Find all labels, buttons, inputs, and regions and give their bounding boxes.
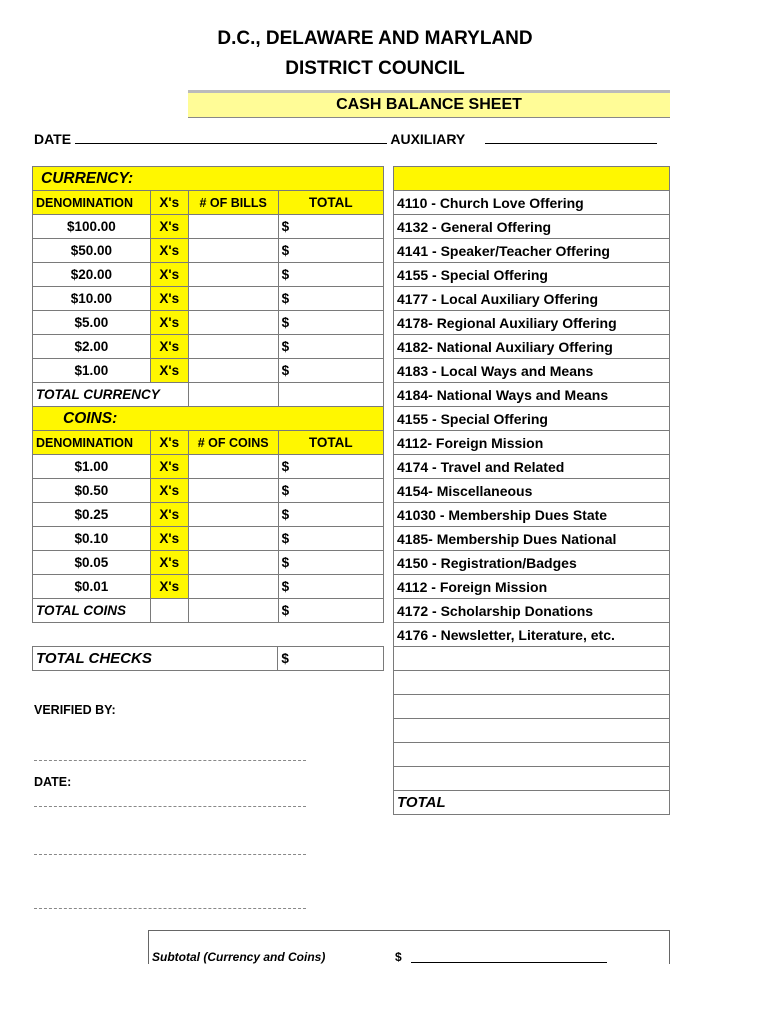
currency-count-input[interactable] — [188, 311, 278, 335]
date-label: DATE — [34, 131, 72, 147]
coins-row — [33, 503, 384, 527]
account-row — [394, 407, 670, 431]
total-checks-value[interactable]: $ — [278, 647, 384, 671]
account-label: 4172 - Scholarship Donations — [394, 599, 670, 623]
account-label: 4178- Regional Auxiliary Offering — [394, 311, 670, 335]
account-label: 4184- National Ways and Means — [394, 383, 670, 407]
coins-total-input[interactable]: $ — [278, 503, 383, 527]
account-row — [394, 551, 670, 575]
coins-total-input[interactable]: $ — [278, 527, 383, 551]
account-row — [394, 599, 670, 623]
account-blank-row — [394, 719, 670, 743]
account-blank-cell[interactable] — [394, 695, 670, 719]
account-label: 4112 - Foreign Mission — [394, 575, 670, 599]
currency-total-input[interactable]: $ — [278, 215, 383, 239]
currency-xs: X's — [150, 239, 188, 263]
account-row — [394, 503, 670, 527]
currency-denomination: $50.00 — [33, 239, 151, 263]
coins-count-input[interactable] — [188, 527, 278, 551]
account-label: 4177 - Local Auxiliary Offering — [394, 287, 670, 311]
accounts-header-bar — [394, 167, 670, 191]
title-line2: DISTRICT COUNCIL — [285, 58, 465, 79]
checks-table — [32, 646, 384, 671]
coins-row — [33, 527, 384, 551]
currency-denomination: $1.00 — [33, 359, 151, 383]
currency-total-input[interactable]: $ — [278, 311, 383, 335]
account-label: 4141 - Speaker/Teacher Offering — [394, 239, 670, 263]
coins-xs: X's — [150, 551, 188, 575]
account-label: 4112- Foreign Mission — [394, 431, 670, 455]
currency-row — [33, 215, 384, 239]
total-coins-xs — [150, 599, 188, 623]
currency-count-input[interactable] — [188, 359, 278, 383]
total-coins-value[interactable]: $ — [278, 599, 383, 623]
account-blank-cell[interactable] — [394, 647, 670, 671]
account-blank-cell[interactable] — [394, 671, 670, 695]
coins-denomination: $0.50 — [33, 479, 151, 503]
coins-count-input[interactable] — [188, 455, 278, 479]
date-row — [34, 131, 657, 147]
currency-row — [33, 359, 384, 383]
account-blank-row — [394, 695, 670, 719]
coins-total-input[interactable]: $ — [278, 575, 383, 599]
account-row — [394, 383, 670, 407]
account-row — [394, 431, 670, 455]
account-row — [394, 311, 670, 335]
currency-col-total: TOTAL — [278, 191, 383, 215]
date-signature-line[interactable] — [34, 806, 306, 807]
currency-col-denomination: DENOMINATION — [33, 191, 151, 215]
currency-denomination: $20.00 — [33, 263, 151, 287]
coins-denomination: $0.10 — [33, 527, 151, 551]
coins-count-input[interactable] — [188, 551, 278, 575]
account-blank-row — [394, 647, 670, 671]
currency-xs: X's — [150, 287, 188, 311]
currency-denomination: $5.00 — [33, 311, 151, 335]
currency-xs: X's — [150, 311, 188, 335]
coins-xs: X's — [150, 479, 188, 503]
signature-line-3[interactable] — [34, 854, 306, 855]
account-row — [394, 263, 670, 287]
currency-col-xs: X's — [150, 191, 188, 215]
subtotal-label: Subtotal (Currency and Coins) — [152, 950, 326, 964]
coins-row — [33, 455, 384, 479]
coins-row — [33, 575, 384, 599]
currency-count-input[interactable] — [188, 215, 278, 239]
coins-xs: X's — [150, 455, 188, 479]
title-line1: D.C., DELAWARE AND MARYLAND — [217, 28, 533, 49]
total-currency-label: TOTAL CURRENCY — [33, 383, 189, 407]
account-label: 4183 - Local Ways and Means — [394, 359, 670, 383]
coins-section-label: COINS: — [33, 407, 384, 431]
coins-denomination: $0.25 — [33, 503, 151, 527]
account-row — [394, 455, 670, 479]
currency-row — [33, 287, 384, 311]
sheet-title: CASH BALANCE SHEET — [188, 90, 670, 118]
currency-count-input[interactable] — [188, 239, 278, 263]
currency-row — [33, 239, 384, 263]
account-label: 4110 - Church Love Offering — [394, 191, 670, 215]
account-row — [394, 335, 670, 359]
account-row — [394, 527, 670, 551]
coins-xs: X's — [150, 503, 188, 527]
currency-section-label: CURRENCY: — [33, 167, 384, 191]
coins-total-input[interactable]: $ — [278, 455, 383, 479]
total-coins-count[interactable] — [188, 599, 278, 623]
account-row — [394, 623, 670, 647]
currency-total-input[interactable]: $ — [278, 359, 383, 383]
account-label: 4185- Membership Dues National — [394, 527, 670, 551]
account-blank-row — [394, 767, 670, 791]
coins-col-xs: X's — [150, 431, 188, 455]
accounts-total-label: TOTAL — [394, 791, 670, 815]
account-blank-row — [394, 671, 670, 695]
auxiliary-line[interactable] — [485, 132, 657, 144]
total-coins-label: TOTAL COINS — [33, 599, 151, 623]
account-label: 41030 - Membership Dues State — [394, 503, 670, 527]
accounts-table — [393, 166, 670, 815]
currency-total-input[interactable]: $ — [278, 239, 383, 263]
coins-denomination: $0.01 — [33, 575, 151, 599]
coins-xs: X's — [150, 527, 188, 551]
account-label: 4176 - Newsletter, Literature, etc. — [394, 623, 670, 647]
date-signature-label: DATE: — [34, 775, 72, 789]
currency-row — [33, 311, 384, 335]
account-label: 4182- National Auxiliary Offering — [394, 335, 670, 359]
coins-count-input[interactable] — [188, 479, 278, 503]
signature-line-4[interactable] — [34, 908, 306, 909]
cash-table — [32, 166, 384, 623]
account-label: 4155 - Special Offering — [394, 263, 670, 287]
coins-row — [33, 551, 384, 575]
account-label: 4154- Miscellaneous — [394, 479, 670, 503]
coins-col-total: TOTAL — [278, 431, 383, 455]
account-row — [394, 215, 670, 239]
coins-total-input[interactable]: $ — [278, 479, 383, 503]
currency-row — [33, 263, 384, 287]
total-currency-value[interactable] — [278, 383, 383, 407]
account-row — [394, 479, 670, 503]
currency-total-input[interactable]: $ — [278, 287, 383, 311]
account-blank-cell[interactable] — [394, 743, 670, 767]
verified-by-line[interactable] — [34, 760, 306, 761]
account-row — [394, 575, 670, 599]
account-row — [394, 359, 670, 383]
coins-xs: X's — [150, 575, 188, 599]
currency-xs: X's — [150, 335, 188, 359]
currency-xs: X's — [150, 215, 188, 239]
currency-count-input[interactable] — [188, 287, 278, 311]
coins-col-coins: # OF COINS — [188, 431, 278, 455]
coins-count-input[interactable] — [188, 503, 278, 527]
coins-col-denomination: DENOMINATION — [33, 431, 151, 455]
coins-count-input[interactable] — [188, 575, 278, 599]
verified-by-label: VERIFIED BY: — [34, 703, 116, 717]
account-label: 4155 - Special Offering — [394, 407, 670, 431]
currency-total-input[interactable]: $ — [278, 263, 383, 287]
coins-total-input[interactable]: $ — [278, 551, 383, 575]
date-line[interactable] — [75, 132, 387, 144]
currency-denomination: $10.00 — [33, 287, 151, 311]
currency-total-input[interactable]: $ — [278, 335, 383, 359]
currency-row — [33, 335, 384, 359]
account-blank-row — [394, 743, 670, 767]
currency-xs: X's — [150, 263, 188, 287]
currency-count-input[interactable] — [188, 335, 278, 359]
coins-row — [33, 479, 384, 503]
auxiliary-label: AUXILIARY — [390, 131, 466, 147]
currency-denomination: $100.00 — [33, 215, 151, 239]
subtotal-dollar: $ — [395, 950, 402, 964]
account-row — [394, 191, 670, 215]
total-currency-count[interactable] — [188, 383, 278, 407]
account-label: 4132 - General Offering — [394, 215, 670, 239]
account-label: 4150 - Registration/Badges — [394, 551, 670, 575]
account-label: 4174 - Travel and Related — [394, 455, 670, 479]
subtotal-line[interactable] — [411, 949, 607, 963]
coins-denomination: $0.05 — [33, 551, 151, 575]
account-row — [394, 287, 670, 311]
currency-col-bills: # OF BILLS — [188, 191, 278, 215]
total-checks-label: TOTAL CHECKS — [33, 647, 278, 671]
currency-denomination: $2.00 — [33, 335, 151, 359]
subtotal-box — [148, 930, 670, 964]
account-row — [394, 239, 670, 263]
currency-xs: X's — [150, 359, 188, 383]
currency-count-input[interactable] — [188, 263, 278, 287]
coins-denomination: $1.00 — [33, 455, 151, 479]
account-blank-cell[interactable] — [394, 767, 670, 791]
account-blank-cell[interactable] — [394, 719, 670, 743]
